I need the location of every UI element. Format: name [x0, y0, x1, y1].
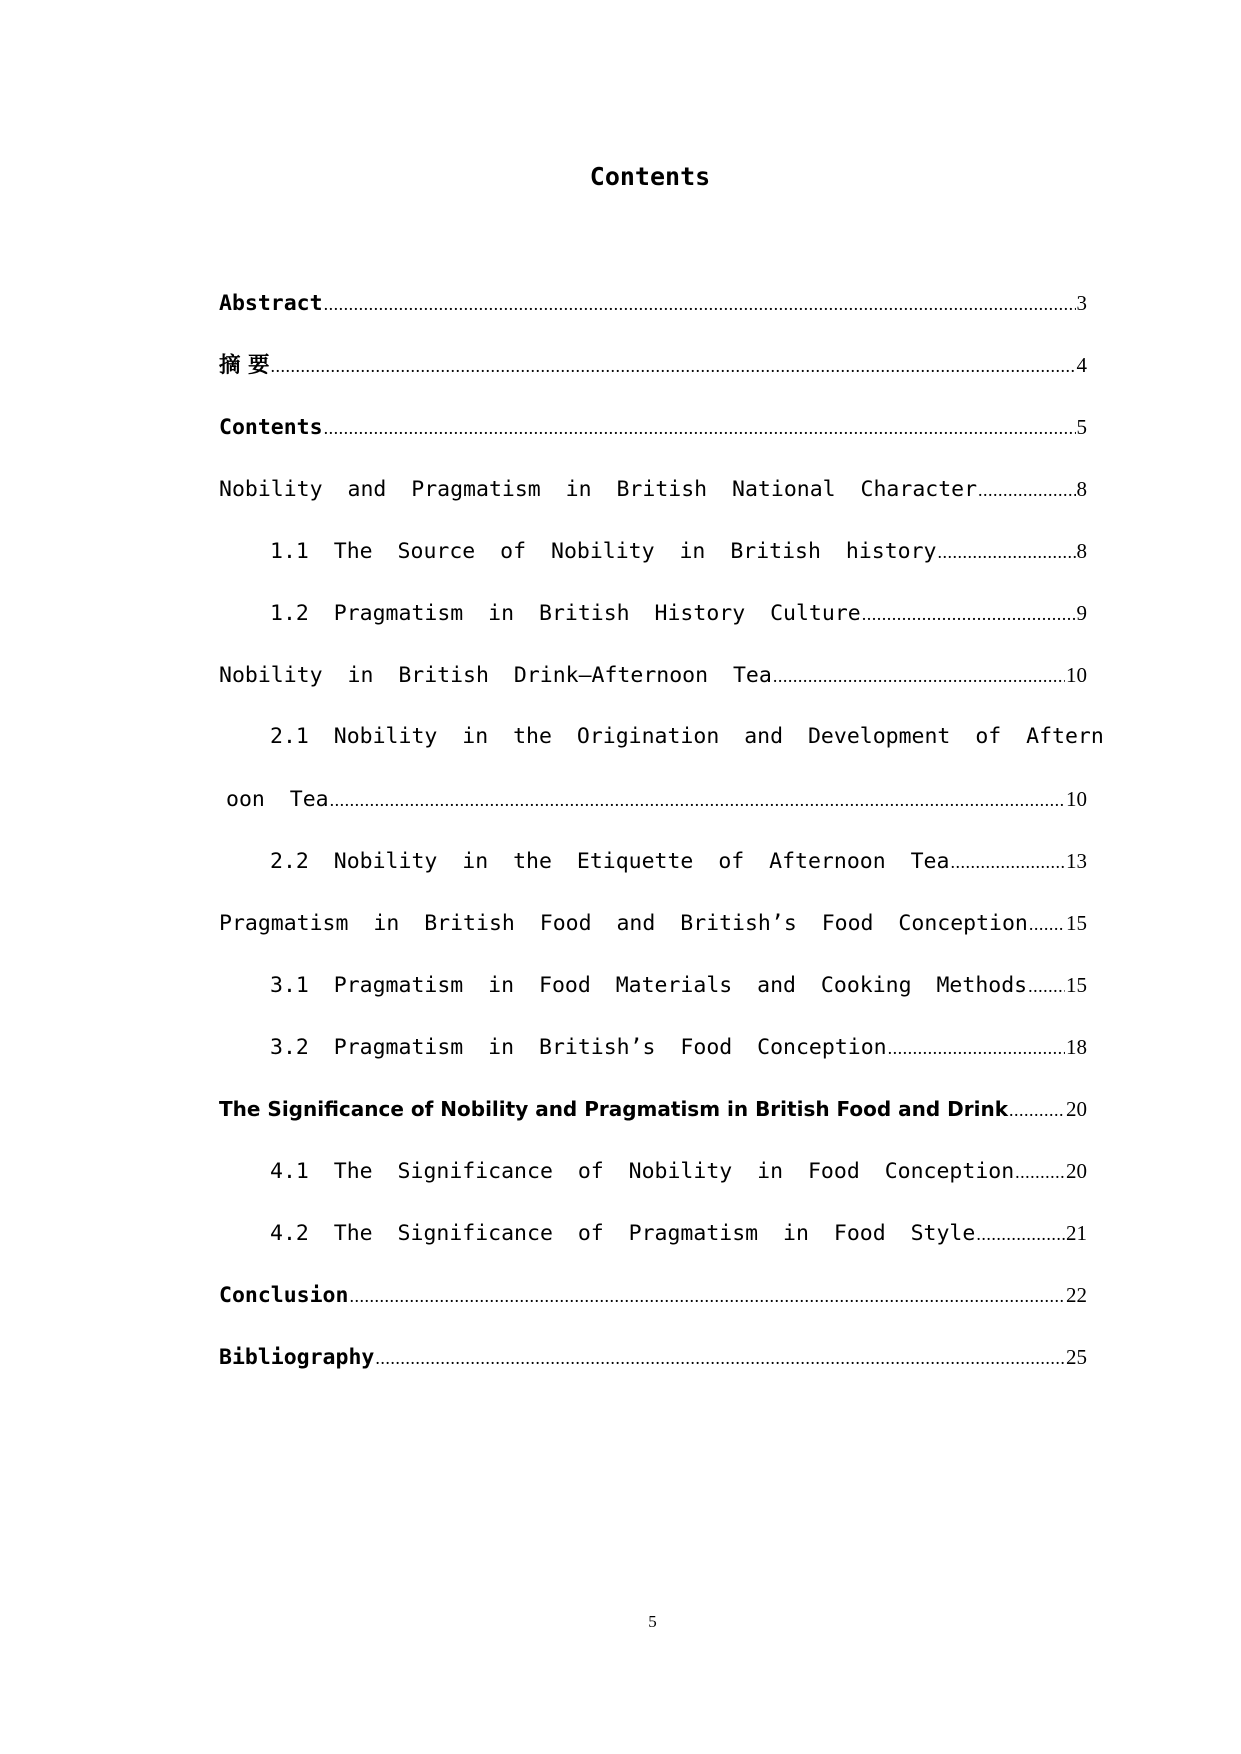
toc-entry-title: The Significance of Nobility and Pragmatism in British Food and Drink [219, 1097, 1009, 1121]
toc-entry-chapter-1[interactable] [219, 472, 1087, 506]
toc-entry-title: 摘 要 [219, 353, 270, 378]
toc-leader-dots [950, 845, 1065, 879]
toc-entry-page: 13 [1066, 849, 1087, 873]
toc-entry-page: 20 [1066, 1159, 1087, 1183]
toc-entry-page: 10 [1066, 663, 1087, 687]
toc-entry-section-2-2[interactable] [219, 844, 1087, 878]
toc-entry-page: 25 [1066, 1345, 1087, 1369]
toc-entry-title: Nobility and Pragmatism in British National Character [219, 477, 978, 502]
toc-entry-page: 15 [1066, 911, 1087, 935]
toc-leader-dots [1009, 1093, 1065, 1127]
toc-entry-section-4-2[interactable] [219, 1216, 1087, 1250]
toc-entry-page: 18 [1066, 1035, 1087, 1059]
toc-entry-bibliography[interactable] [219, 1340, 1087, 1374]
toc-entry-title: Nobility in British Drink—Afternoon Tea [219, 663, 772, 688]
toc-leader-dots [271, 349, 1076, 383]
toc-entry-section-2-1[interactable] [219, 720, 1104, 754]
toc-entry-abstract[interactable] [219, 286, 1087, 320]
toc-leader-dots [1015, 1155, 1065, 1189]
toc-entry-page: 10 [1066, 787, 1087, 811]
toc-entry-contents[interactable] [219, 410, 1087, 444]
toc-leader-dots [375, 1341, 1065, 1375]
toc-entry-page: 3 [1076, 291, 1087, 315]
toc-entry-section-2-1-continued[interactable] [219, 782, 1087, 816]
toc-entry-title: Bibliography [219, 1345, 375, 1370]
toc-entry-title: Conclusion [219, 1283, 349, 1308]
toc-entry-page: 20 [1066, 1097, 1087, 1121]
toc-leader-dots [773, 659, 1065, 693]
toc-entry-title: Pragmatism in British Food and British’s Food Conception [219, 911, 1028, 936]
toc-leader-dots [349, 1279, 1065, 1313]
toc-entry-page: 4 [1076, 353, 1087, 377]
toc-leader-dots [862, 597, 1076, 631]
toc-entry-section-3-2[interactable] [219, 1030, 1087, 1064]
toc-entry-title: Abstract [219, 291, 323, 316]
toc-entry-title: 4.1 The Significance of Nobility in Food Conception [270, 1159, 1015, 1184]
toc-entry-chapter-3[interactable] [219, 906, 1087, 940]
toc-leader-dots [1028, 969, 1065, 1003]
page-number: 5 [648, 1612, 657, 1631]
toc-leader-dots [324, 287, 1076, 321]
toc-entry-section-4-1[interactable] [219, 1154, 1087, 1188]
toc-leader-dots [888, 1031, 1065, 1065]
toc-entry-page: 5 [1076, 415, 1087, 439]
toc-leader-dots [324, 411, 1076, 445]
toc-leader-dots [330, 783, 1065, 817]
toc-entry-title: 3.1 Pragmatism in Food Materials and Cooking Methods [270, 973, 1028, 998]
toc-entry-chapter-2[interactable] [219, 658, 1087, 692]
toc-entry-page: 8 [1076, 539, 1087, 563]
toc-entry-title: Contents [219, 415, 323, 440]
toc-leader-dots [1029, 907, 1065, 941]
toc-entry-page: 21 [1066, 1221, 1087, 1245]
toc-entry-page: 9 [1076, 601, 1087, 625]
toc-entry-title: 2.2 Nobility in the Etiquette of Afternoon Tea [270, 849, 950, 874]
toc-entry-title: 4.2 The Significance of Pragmatism in Food Style [270, 1221, 976, 1246]
toc-entry-chapter-4[interactable] [219, 1092, 1087, 1126]
toc-entry-page: 8 [1076, 477, 1087, 501]
toc-entry-section-1-2[interactable] [219, 596, 1087, 630]
toc-entry-title: 2.1 Nobility in the Origination and Development of Aftern [270, 724, 1104, 749]
toc-entry-page: 22 [1066, 1283, 1087, 1307]
toc-entry-conclusion[interactable] [219, 1278, 1087, 1312]
toc-entry-page: 15 [1066, 973, 1087, 997]
toc-entry-chinese-abstract[interactable] [219, 348, 1087, 382]
toc-leader-dots [976, 1217, 1065, 1251]
toc-entry-title: 1.2 Pragmatism in British History Culture [270, 601, 861, 626]
toc-entry-section-1-1[interactable] [219, 534, 1087, 568]
toc-leader-dots [978, 473, 1075, 507]
toc-entry-title: oon Tea [226, 787, 329, 812]
toc-leader-dots [937, 535, 1075, 569]
toc-entry-title: 3.2 Pragmatism in British’s Food Conception [270, 1035, 887, 1060]
toc-entry-section-3-1[interactable] [219, 968, 1087, 1002]
toc-entry-title: 1.1 The Source of Nobility in British history [270, 539, 937, 564]
page-title: Contents [589, 162, 711, 191]
